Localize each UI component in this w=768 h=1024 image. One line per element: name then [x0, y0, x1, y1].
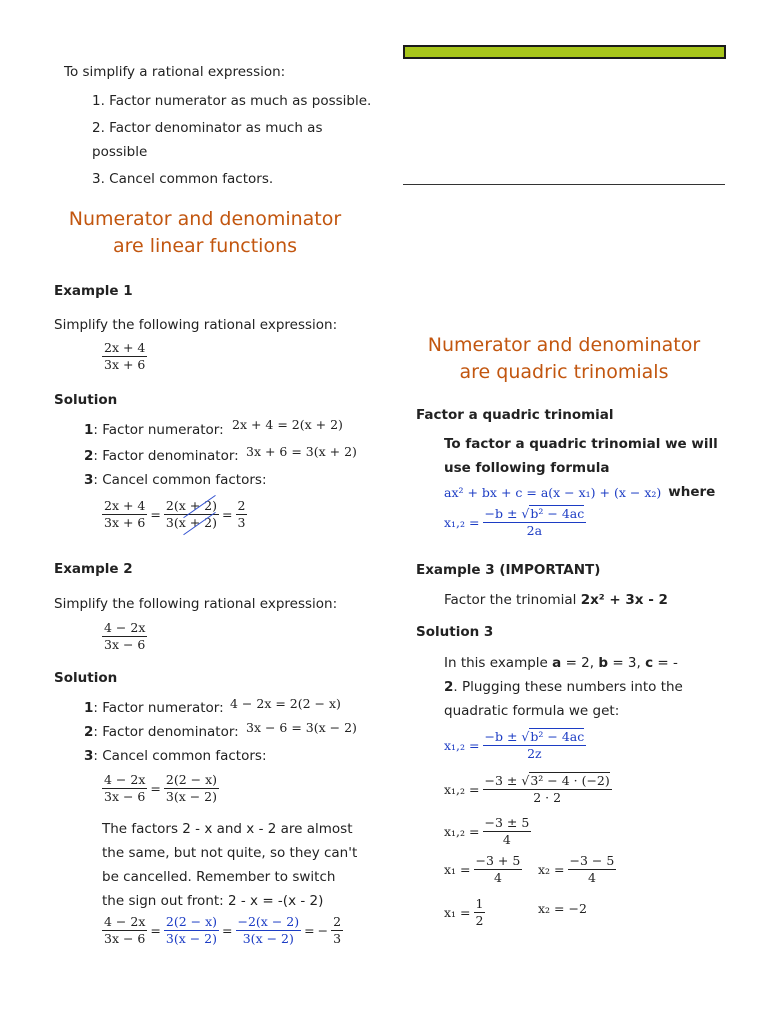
- frac-denominator: 3(x − 2): [242, 931, 294, 946]
- radicand: b² − 4ac: [530, 729, 585, 744]
- frac-denominator: 2: [475, 913, 484, 928]
- radicand: 3² − 4 · (−2): [530, 773, 610, 788]
- radicand: b² − 4ac: [530, 506, 585, 521]
- example-2-title: Example 2: [54, 561, 133, 577]
- step-text: : Cancel common factors:: [93, 472, 267, 488]
- step-3: 3. Cancel common factors.: [92, 171, 274, 187]
- var-a: a: [552, 655, 562, 671]
- frac-numerator: 2(2 − x): [165, 914, 218, 929]
- quadratic-formula: x₁,₂ = $\frac{\text{−b ± √b² − 4ac}}{2a}$: [444, 506, 585, 538]
- formula-num-prefix: −3 ±: [484, 773, 518, 788]
- val-c-cont: 2: [444, 679, 454, 695]
- example-2-final-equation: [102, 914, 343, 947]
- example-3-text: [444, 588, 668, 612]
- step-number: 3: [84, 472, 94, 488]
- solution-3-root-2: [538, 853, 616, 886]
- where-label: where: [668, 484, 716, 500]
- example-1-solution-title: Solution: [54, 392, 118, 408]
- solution-3-line-3: quadratic formula we get:: [444, 703, 620, 719]
- example-1-step-2: [84, 444, 239, 468]
- val-b: = 3: [608, 655, 637, 671]
- example-2-note-line-3: be cancelled. Remember to switch: [102, 869, 336, 885]
- solution-3-result-2: x₂ = −2: [538, 901, 587, 916]
- example-2-step-2: [84, 720, 239, 744]
- step-number: 1: [84, 700, 94, 716]
- frac-denominator: 3(x − 2): [165, 789, 218, 804]
- step-number: 2: [84, 724, 94, 740]
- example-2-expression: [102, 620, 147, 653]
- formula-lhs: x₁,₂ =: [444, 738, 480, 753]
- lead-line-2: use following formula: [444, 460, 610, 476]
- heading-line-1: Numerator and denominator: [427, 334, 701, 356]
- frac-denominator: 3: [165, 515, 174, 530]
- example-1-step-1-math: 2x + 4 = 2(x + 2): [232, 417, 343, 432]
- formula-num-prefix: −b ±: [484, 506, 518, 521]
- step-text: : Factor numerator:: [93, 422, 224, 438]
- example-2-note-line-4: the sign out front: 2 - x = -(x - 2): [102, 893, 324, 909]
- frac-denominator: 3: [237, 515, 246, 530]
- frac-denominator: 3x − 6: [104, 789, 146, 804]
- equals-sign: =: [150, 923, 161, 938]
- section-heading-linear: [40, 206, 370, 260]
- val-c: = -: [653, 655, 678, 671]
- frac-numerator: 4 − 2x: [104, 914, 146, 929]
- formula-lhs: x₁,₂ =: [444, 782, 480, 797]
- solution-3-formula-3: [444, 815, 531, 848]
- factor-subheading: Factor a quadric trinomial: [416, 407, 614, 423]
- frac-denominator: 4: [587, 870, 596, 885]
- example-2-note-line-2: the same, but not quite, so they can't: [102, 845, 358, 861]
- example-2-step-3: [84, 744, 267, 768]
- example-1-cancel-equation: [102, 498, 247, 531]
- example-2-step-1: [84, 696, 224, 720]
- formula-lhs: x₁,₂ =: [444, 515, 480, 530]
- formula: ax² + bx + c = a(x − x₁) + (x − x₂): [444, 484, 662, 500]
- frac-denominator: 3x − 6: [104, 931, 146, 946]
- frac-numerator: −3 − 5: [569, 853, 615, 868]
- formula-lhs: x₂ =: [538, 862, 565, 877]
- example-2-solution-title: Solution: [54, 670, 118, 686]
- formula-num-prefix: −b ±: [484, 729, 518, 744]
- accent-bar: [403, 45, 726, 59]
- frac-numerator: 2(2 − x): [165, 772, 218, 787]
- text: In this example: [444, 655, 553, 671]
- frac-denominator: 4: [493, 870, 502, 885]
- frac-numerator: 2x + 4: [104, 498, 146, 513]
- example-1-step-2-math: 3x + 6 = 3(x + 2): [246, 444, 357, 459]
- formula-denominator: 2 · 2: [533, 790, 562, 805]
- val-a: = 2: [561, 655, 590, 671]
- example-1-step-3: [84, 468, 267, 492]
- step-number: 2: [84, 448, 94, 464]
- example-2-note-line-1: The factors 2 - x and x - 2 are almost: [102, 821, 353, 837]
- heading-line-2: are linear functions: [112, 235, 298, 257]
- formula-denominator: 2a: [526, 523, 543, 538]
- formula-lhs: x₁ =: [444, 905, 471, 920]
- equals-sign: =: [150, 507, 161, 522]
- frac-numerator: 4 − 2x: [104, 620, 146, 635]
- heading-line-1: Numerator and denominator: [68, 208, 342, 230]
- section-heading-quadric: [404, 332, 724, 386]
- example-2-step-2-math: 3x − 6 = 3(x − 2): [246, 720, 357, 735]
- step-2-cont: possible: [92, 144, 148, 160]
- solution-3-line-2: [444, 675, 683, 699]
- frac-denominator: 3(x − 2): [165, 931, 218, 946]
- factor-formula: [444, 480, 715, 504]
- frac-denominator: 3x + 6: [104, 357, 146, 372]
- step-number: 3: [84, 748, 94, 764]
- equals-sign: =: [222, 923, 233, 938]
- example-1-prompt: Simplify the following rational expression:: [54, 317, 338, 333]
- example-2-prompt: Simplify the following rational expression:: [54, 596, 338, 612]
- step-text: : Factor denominator:: [93, 448, 239, 464]
- frac-numerator: 2: [165, 498, 174, 513]
- frac-numerator: 2x + 4: [104, 340, 146, 355]
- step-text: : Cancel common factors:: [93, 748, 267, 764]
- task-text: Factor the trinomial: [444, 592, 581, 608]
- solution-3-result-1: [444, 896, 485, 929]
- solution-3-line-1: In this example a = 2, b = 3, c = -: [444, 655, 678, 671]
- formula-lhs: x₁ =: [444, 862, 471, 877]
- equals-sign: =: [304, 923, 315, 938]
- equals-sign: =: [222, 507, 233, 522]
- minus-sign: −: [317, 923, 329, 938]
- frac-denominator: 3: [333, 931, 342, 946]
- example-2-factored-equation: [102, 772, 219, 805]
- frac-numerator: 1: [475, 896, 484, 911]
- example-2-step-1-math: 4 − 2x = 2(2 − x): [230, 696, 341, 711]
- task-expression: 2x² + 3x - 2: [580, 592, 668, 608]
- lead-line-1: To factor a quadric trinomial we will: [444, 436, 718, 452]
- solution-3-formula-1: x₁,₂ = $\frac{\text{−b ± √b² − 4ac}}{2z}$: [444, 729, 585, 761]
- text: . Plugging these numbers into the: [453, 679, 683, 695]
- cancelled-factor: (x + 2): [173, 515, 218, 530]
- frac-denominator: 3x − 6: [104, 637, 146, 652]
- frac-numerator: 2: [237, 498, 246, 513]
- example-1-title: Example 1: [54, 283, 133, 299]
- step-text: : Factor numerator:: [93, 700, 224, 716]
- equals-sign: =: [150, 781, 161, 796]
- step-number: 1: [84, 422, 94, 438]
- frac-numerator: 4 − 2x: [104, 772, 146, 787]
- intro-text: To simplify a rational expression:: [64, 64, 286, 80]
- heading-line-2: are quadric trinomials: [459, 361, 669, 383]
- example-1-step-1: [84, 418, 224, 442]
- example-1-expression: [102, 340, 147, 373]
- cancelled-factor: (x + 2): [173, 498, 218, 513]
- frac-numerator: 2: [333, 914, 342, 929]
- frac-denominator: 3x + 6: [104, 515, 146, 530]
- solution-3-formula-2: x₁,₂ = $\frac{\text{−3 ± √3² − 4 · (−2)}}{2 \cdot 2}$: [444, 773, 610, 805]
- step-2: 2. Factor denominator as much as: [92, 120, 323, 136]
- frac-numerator: −3 + 5: [475, 853, 521, 868]
- formula-lhs: x₁,₂ =: [444, 824, 480, 839]
- frac-numerator: −3 ± 5: [484, 815, 530, 830]
- var-b: b: [598, 655, 609, 671]
- step-1: 1. Factor numerator as much as possible.: [92, 93, 372, 109]
- solution-3-title: Solution 3: [416, 624, 494, 640]
- frac-denominator: 4: [502, 832, 511, 847]
- frac-numerator: −2(x − 2): [237, 914, 300, 929]
- example-3-title: Example 3 (IMPORTANT): [416, 562, 601, 578]
- step-text: : Factor denominator:: [93, 724, 239, 740]
- divider-line: [403, 184, 725, 185]
- formula-denominator: 2z: [527, 746, 542, 761]
- var-c: c: [645, 655, 654, 671]
- solution-3-root-1: [444, 853, 522, 886]
